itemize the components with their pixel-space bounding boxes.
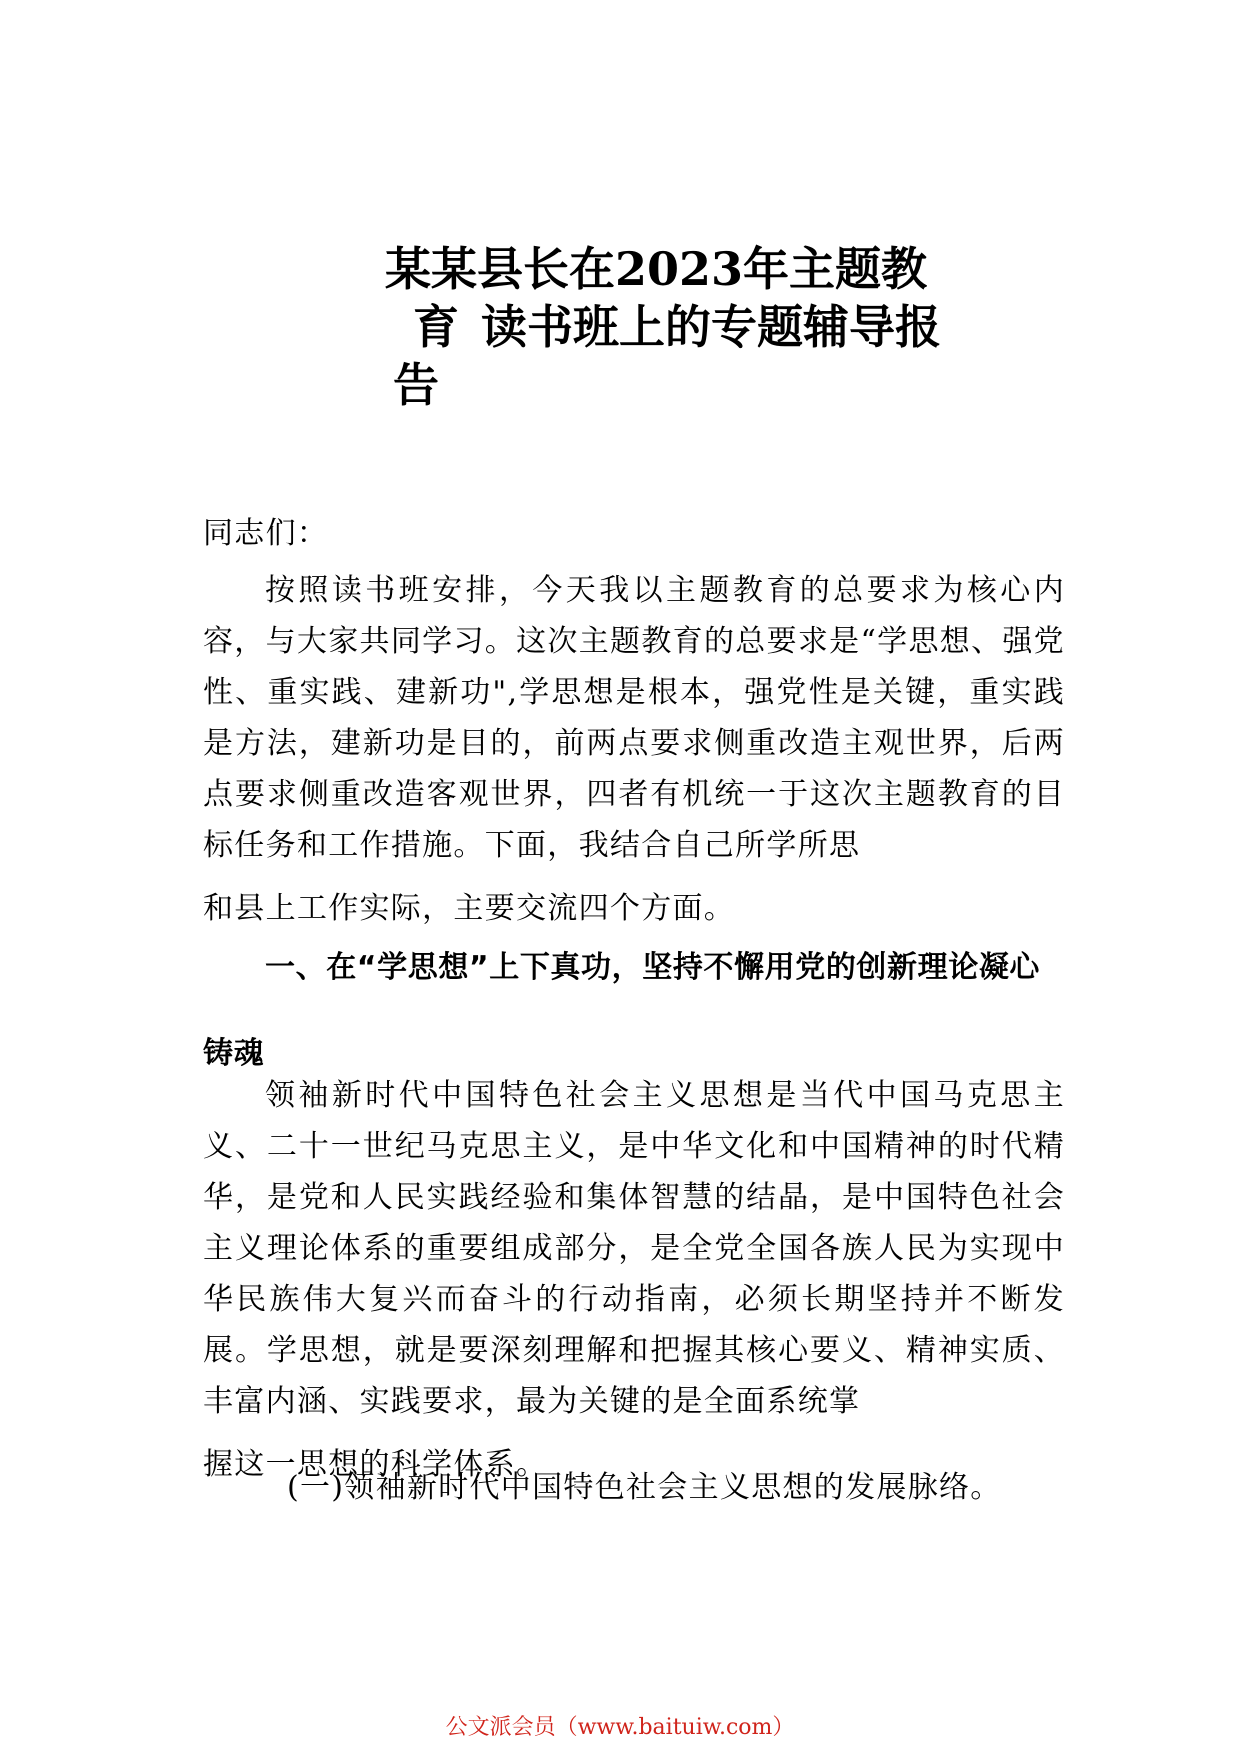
document-title — [385, 240, 941, 414]
title-line-3: 告 — [393, 358, 439, 412]
salutation: 同志们： — [203, 516, 329, 551]
title-line-2a: 育 — [413, 300, 459, 354]
footer-watermark: 公文派会员（www.baituiw.com） — [445, 1715, 795, 1740]
paragraph-section-1-text: 领袖新时代中国特色社会主义思想是当代中国马克思主义、二十一世纪马克思主义，是中华文化和中国精神的时代精华，是党和人民实践经验和集体智慧的结晶，是中国特色社会主义理论体系的重要组成部分，是全党全国各族人民为实现中华民族伟大复兴而奋斗的行动指南，必须长期坚持并不断发展。学思想，就是要深刻理解和把握其核心要义、精神实质、丰富内涵、实践要求，最为关键的是全面系统掌 — [203, 1078, 1065, 1419]
title-line-2b: 读书班上的专题辅导报 — [481, 300, 941, 354]
paragraph-intro-text: 按照读书班安排，今天我以主题教育的总要求为核心内容，与大家共同学习。这次主题教育的总要求是“学思想、强党性、重实践、建新功",学思想是根本，强党性是关键，重实践是方法，建新功是目的，前两点要求侧重改造主观世界，后两点要求侧重改造客观世界，四者有机统一于这次主题教育的目标任务和工作措施。下面，我结合自己所学所思 — [203, 573, 1065, 863]
paragraph-intro-last-line: 和县上工作实际，主要交流四个方面。 — [203, 891, 736, 926]
title-line-2 — [385, 298, 941, 356]
paragraph-section-1-last-line: 握这一思想的科学体系。 — [203, 1447, 548, 1482]
subsection-heading-1: (一)领袖新时代中国特色社会主义思想的发展脉络。 — [287, 1470, 1002, 1505]
paragraph-section-1 — [203, 1070, 1065, 1490]
title-line-1: 某某县长在2023年主题教 — [385, 242, 928, 296]
section-heading-1: 一、在“学思想”上下真功，坚持不懈用党的创新理论凝心铸魂 — [203, 950, 1041, 1071]
paragraph-intro — [203, 565, 1065, 934]
